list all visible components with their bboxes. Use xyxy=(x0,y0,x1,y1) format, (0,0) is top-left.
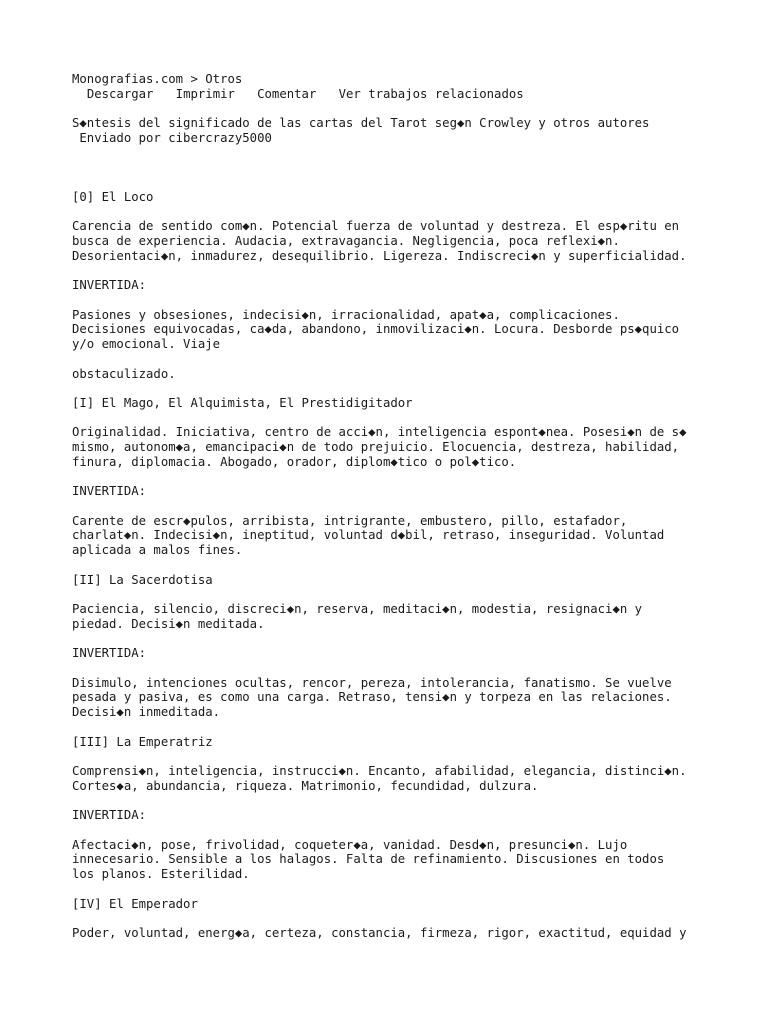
text-line: [IV] El Emperador xyxy=(72,896,198,911)
section-heading xyxy=(72,190,712,205)
text-line: Originalidad. Iniciativa, centro de acci◆n, inteligencia espont◆nea. Posesi◆n de s◆ xyxy=(72,425,687,440)
text-line: pesada y pasiva, es como una carga. Retraso, tensi◆n y torpeza en las relaciones. xyxy=(72,690,672,705)
text-line: charlat◆n. Indecisi◆n, ineptitud, voluntad d◆bil, retraso, inseguridad. Voluntad xyxy=(72,528,665,543)
breadcrumb-separator: > xyxy=(183,72,206,86)
section-heading xyxy=(72,396,712,411)
text-line: piedad. Decisi◆n meditada. xyxy=(72,616,265,631)
text-line: mismo, autonom◆a, emancipaci◆n de todo prejuicio. Elocuencia, destreza, habilidad, xyxy=(72,440,680,455)
text-line: Paciencia, silencio, discreci◆n, reserva, meditaci◆n, modestia, resignaci◆n y xyxy=(72,602,643,617)
paragraph xyxy=(72,764,712,794)
text-line: Poder, voluntad, energ◆a, certeza, constancia, firmeza, rigor, exactitud, equidad y xyxy=(72,925,687,940)
section-heading xyxy=(72,484,712,499)
breadcrumb xyxy=(72,72,712,87)
text-line: Carente de escr◆pulos, arribista, intrigrante, embustero, pillo, estafador, xyxy=(72,513,628,528)
paragraph xyxy=(72,676,712,720)
text-line: y/o emocional. Viaje xyxy=(72,337,221,352)
text-line: Decisiones equivocadas, ca◆da, abandono, inmovilizaci◆n. Locura. Desborde ps◆quico xyxy=(72,322,680,337)
text-line: busca de experiencia. Audacia, extravagancia. Negligencia, poca reflexi◆n. xyxy=(72,233,620,248)
text-line: INVERTIDA: xyxy=(72,646,147,661)
author-byline: Enviado por cibercrazy5000 xyxy=(72,130,272,145)
text-line: Afectaci◆n, pose, frivolidad, coqueter◆a, vanidad. Desd◆n, presunci◆n. Lujo xyxy=(72,837,628,852)
document-page xyxy=(72,72,712,955)
comment-link[interactable]: Comentar xyxy=(257,86,317,101)
paragraph xyxy=(72,219,712,263)
text-line: Disimulo, intenciones ocultas, rencor, pereza, intolerancia, fanatismo. Se vuelve xyxy=(72,675,672,690)
section-heading xyxy=(72,808,712,823)
text-line: INVERTIDA: xyxy=(72,808,147,823)
paragraph xyxy=(72,926,712,941)
related-works-link[interactable]: Ver trabajos relacionados xyxy=(338,86,524,101)
download-link[interactable]: Descargar xyxy=(86,86,154,101)
text-line: Carencia de sentido com◆n. Potencial fuerza de voluntad y destreza. El esp◆ritu en xyxy=(72,219,680,234)
paragraph xyxy=(72,514,712,558)
text-line: [II] La Sacerdotisa xyxy=(72,572,213,587)
text-line: [III] La Emperatriz xyxy=(72,734,213,749)
paragraph xyxy=(72,425,712,469)
action-links xyxy=(72,87,712,102)
breadcrumb-section-link[interactable]: Otros xyxy=(205,72,243,86)
breadcrumb-site-link[interactable]: Monografias.com xyxy=(72,72,184,86)
text-line: Pasiones y obsesiones, indecisi◆n, irracionalidad, apat◆a, complicaciones. xyxy=(72,307,620,322)
print-link[interactable]: Imprimir xyxy=(175,86,235,101)
document-body xyxy=(72,190,712,941)
paragraph xyxy=(72,602,712,632)
paragraph xyxy=(72,367,712,382)
text-line: [I] El Mago, El Alquimista, El Prestidigitador xyxy=(72,395,413,410)
section-heading xyxy=(72,646,712,661)
section-heading xyxy=(72,897,712,912)
text-line: los planos. Esterilidad. xyxy=(72,867,250,882)
text-line: aplicada a malos fines. xyxy=(72,543,243,558)
section-heading xyxy=(72,278,712,293)
paragraph xyxy=(72,838,712,882)
text-line: obstaculizado. xyxy=(72,366,176,381)
text-line: [0] El Loco xyxy=(72,189,154,204)
text-line: Desorientaci◆n, inmadurez, desequilibrio. Ligereza. Indiscreci◆n y superficialidad. xyxy=(72,248,687,263)
text-line: Decisi◆n inmeditada. xyxy=(72,705,221,720)
text-line: INVERTIDA: xyxy=(72,484,147,499)
text-line: Comprensi◆n, inteligencia, instrucci◆n. Encanto, afabilidad, elegancia, distinci◆n. xyxy=(72,764,687,779)
section-heading xyxy=(72,735,712,750)
text-line: finura, diplomacia. Abogado, orador, diplom◆tico o pol◆tico. xyxy=(72,454,517,469)
text-line: innecesario. Sensible a los halagos. Falta de refinamiento. Discusiones en todos xyxy=(72,852,665,867)
document-title: S◆ntesis del significado de las cartas del Tarot seg◆n Crowley y otros autores xyxy=(72,116,650,131)
text-line: Cortes◆a, abundancia, riqueza. Matrimonio, fecundidad, dulzura. xyxy=(72,778,539,793)
text-line: INVERTIDA: xyxy=(72,278,147,293)
paragraph xyxy=(72,308,712,352)
section-heading xyxy=(72,573,712,588)
